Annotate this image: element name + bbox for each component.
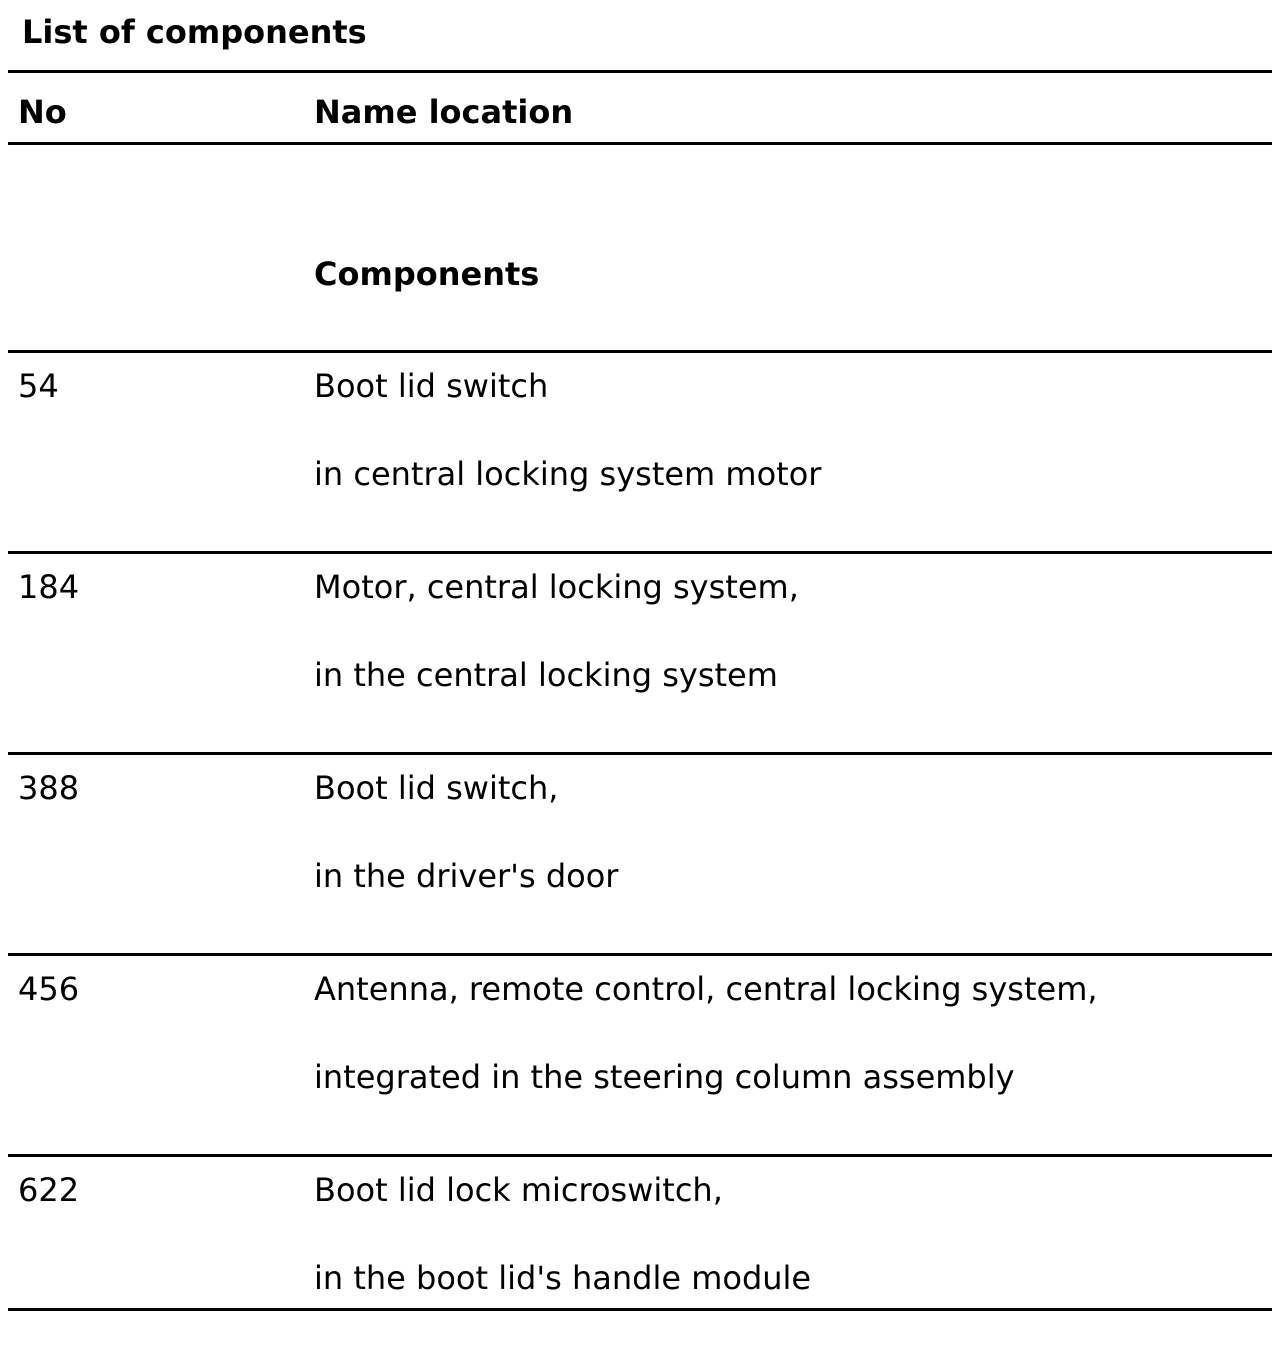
table-row [0,553,1280,753]
component-number: 388 [18,769,80,807]
component-location: in central locking system motor [314,455,822,493]
component-name: Motor, central locking system, [314,568,799,606]
table-row [0,955,1280,1155]
table-top-rule [8,70,1272,73]
column-header-no: No [18,93,67,131]
component-number: 456 [18,970,80,1008]
table-bottom-rule [8,1308,1272,1311]
page-title: List of components [22,13,367,51]
table-row [0,352,1280,552]
component-name: Boot lid switch, [314,769,559,807]
component-name: Boot lid switch [314,367,549,405]
component-location: in the driver's door [314,857,619,895]
component-location: integrated in the steering column assembly [314,1058,1015,1096]
component-name: Antenna, remote control, central locking system, [314,970,1098,1008]
component-number: 184 [18,568,80,606]
table-row [0,754,1280,954]
component-number: 622 [18,1171,80,1209]
table-row [0,1156,1280,1356]
column-header-name-location: Name location [314,93,574,131]
component-name: Boot lid lock microswitch, [314,1171,723,1209]
component-number: 54 [18,367,59,405]
component-location: in the boot lid's handle module [314,1259,812,1297]
header-rule [8,142,1272,145]
component-location: in the central locking system [314,656,778,694]
section-label: Components [314,255,540,293]
